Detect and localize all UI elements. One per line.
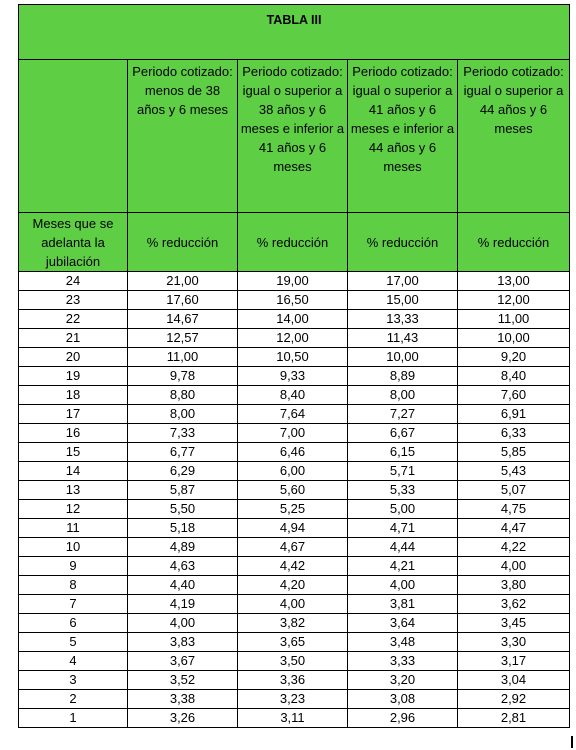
reduction-cell: 4,94 xyxy=(238,519,348,538)
reduction-cell: 3,50 xyxy=(238,652,348,671)
reduction-cell: 6,29 xyxy=(128,462,238,481)
months-cell: 24 xyxy=(19,272,128,291)
reduction-cell: 4,22 xyxy=(458,538,570,557)
reduction-cell: 12,57 xyxy=(128,329,238,348)
reduction-cell: 6,46 xyxy=(238,443,348,462)
reduction-cell: 6,91 xyxy=(458,405,570,424)
reduction-cell: 8,40 xyxy=(238,386,348,405)
table-row xyxy=(19,329,570,348)
reduction-cell: 3,62 xyxy=(458,595,570,614)
reduction-cell: 4,75 xyxy=(458,500,570,519)
months-cell: 11 xyxy=(19,519,128,538)
title-row xyxy=(19,5,570,60)
reduction-cell: 8,00 xyxy=(128,405,238,424)
edge-mark xyxy=(571,736,573,748)
reduction-cell: 21,00 xyxy=(128,272,238,291)
table-row xyxy=(19,481,570,500)
table-body xyxy=(19,5,570,728)
reduction-cell: 4,00 xyxy=(348,576,458,595)
reduction-cell: 3,36 xyxy=(238,671,348,690)
months-cell: 2 xyxy=(19,690,128,709)
reduction-cell: 11,43 xyxy=(348,329,458,348)
period-header-row xyxy=(19,60,570,213)
reduction-cell: 5,71 xyxy=(348,462,458,481)
table-row xyxy=(19,614,570,633)
table-row xyxy=(19,671,570,690)
reduction-cell: 5,00 xyxy=(348,500,458,519)
reduction-cell: 9,33 xyxy=(238,367,348,386)
reduction-cell: 14,67 xyxy=(128,310,238,329)
table-row xyxy=(19,291,570,310)
months-cell: 22 xyxy=(19,310,128,329)
reduction-cell: 5,33 xyxy=(348,481,458,500)
reduction-cell: 4,63 xyxy=(128,557,238,576)
table-row xyxy=(19,519,570,538)
months-cell: 7 xyxy=(19,595,128,614)
reduction-cell: 4,00 xyxy=(128,614,238,633)
period-header-3: Periodo cotizado: igual o superior a 41 años y 6 meses e inferior a 44 años y 6 meses xyxy=(348,60,458,213)
reduction-cell: 3,65 xyxy=(238,633,348,652)
reduction-cell: 4,20 xyxy=(238,576,348,595)
reduction-cell: 3,45 xyxy=(458,614,570,633)
months-cell: 23 xyxy=(19,291,128,310)
table-row xyxy=(19,462,570,481)
reduction-cell: 5,43 xyxy=(458,462,570,481)
reduction-cell: 10,00 xyxy=(458,329,570,348)
reduction-cell: 3,04 xyxy=(458,671,570,690)
reduction-cell: 9,20 xyxy=(458,348,570,367)
months-cell: 20 xyxy=(19,348,128,367)
months-cell: 15 xyxy=(19,443,128,462)
months-cell: 9 xyxy=(19,557,128,576)
reduction-cell: 3,11 xyxy=(238,709,348,728)
table-row xyxy=(19,538,570,557)
reduction-cell: 2,81 xyxy=(458,709,570,728)
months-cell: 5 xyxy=(19,633,128,652)
reduction-cell: 5,50 xyxy=(128,500,238,519)
reduction-cell: 15,00 xyxy=(348,291,458,310)
reduction-cell: 5,60 xyxy=(238,481,348,500)
reduction-cell: 8,80 xyxy=(128,386,238,405)
reduction-cell: 3,67 xyxy=(128,652,238,671)
reduction-cell: 7,00 xyxy=(238,424,348,443)
table-row xyxy=(19,405,570,424)
period-header-1: Periodo cotizado: menos de 38 años y 6 meses xyxy=(128,60,238,213)
table-row xyxy=(19,576,570,595)
reduction-cell: 10,50 xyxy=(238,348,348,367)
column-label-row xyxy=(19,213,570,272)
reduction-cell: 3,17 xyxy=(458,652,570,671)
reduction-cell: 3,64 xyxy=(348,614,458,633)
reduction-cell: 6,33 xyxy=(458,424,570,443)
reduction-cell: 4,00 xyxy=(458,557,570,576)
months-cell: 16 xyxy=(19,424,128,443)
reduction-cell: 6,77 xyxy=(128,443,238,462)
reduction-cell: 11,00 xyxy=(458,310,570,329)
table-row xyxy=(19,557,570,576)
reduction-cell: 3,48 xyxy=(348,633,458,652)
value-label-3: % reducción xyxy=(348,213,458,272)
table-row xyxy=(19,652,570,671)
reduction-cell: 2,96 xyxy=(348,709,458,728)
reduction-cell: 4,67 xyxy=(238,538,348,557)
reduction-cell: 3,26 xyxy=(128,709,238,728)
reduction-cell: 3,83 xyxy=(128,633,238,652)
reduction-cell: 3,30 xyxy=(458,633,570,652)
months-cell: 18 xyxy=(19,386,128,405)
months-cell: 1 xyxy=(19,709,128,728)
months-cell: 3 xyxy=(19,671,128,690)
reduction-cell: 7,64 xyxy=(238,405,348,424)
table-row xyxy=(19,709,570,728)
reduction-cell: 8,00 xyxy=(348,386,458,405)
months-cell: 14 xyxy=(19,462,128,481)
reduction-cell: 4,47 xyxy=(458,519,570,538)
reduction-cell: 5,18 xyxy=(128,519,238,538)
table-row xyxy=(19,633,570,652)
reduction-cell: 9,78 xyxy=(128,367,238,386)
reduction-cell: 4,40 xyxy=(128,576,238,595)
reduction-cell: 4,71 xyxy=(348,519,458,538)
reduction-cell: 3,81 xyxy=(348,595,458,614)
months-cell: 10 xyxy=(19,538,128,557)
months-cell: 6 xyxy=(19,614,128,633)
table-row xyxy=(19,310,570,329)
months-cell: 19 xyxy=(19,367,128,386)
table-row xyxy=(19,367,570,386)
reduction-cell: 6,67 xyxy=(348,424,458,443)
reduction-cell: 6,00 xyxy=(238,462,348,481)
reduction-cell: 3,23 xyxy=(238,690,348,709)
reduction-cell: 3,82 xyxy=(238,614,348,633)
reduction-table xyxy=(18,4,570,728)
reduction-cell: 4,42 xyxy=(238,557,348,576)
reduction-cell: 4,44 xyxy=(348,538,458,557)
reduction-cell: 8,40 xyxy=(458,367,570,386)
reduction-cell: 3,52 xyxy=(128,671,238,690)
value-label-1: % reducción xyxy=(128,213,238,272)
period-header-4: Periodo cotizado: igual o superior a 44 años y 6 meses xyxy=(458,60,570,213)
table-row xyxy=(19,595,570,614)
reduction-cell: 2,92 xyxy=(458,690,570,709)
row-header-label: Meses que se adelanta la jubilación xyxy=(19,213,128,272)
reduction-cell: 8,89 xyxy=(348,367,458,386)
months-cell: 4 xyxy=(19,652,128,671)
reduction-cell: 11,00 xyxy=(128,348,238,367)
reduction-cell: 5,85 xyxy=(458,443,570,462)
period-header-empty xyxy=(19,60,128,213)
table-row xyxy=(19,424,570,443)
reduction-cell: 3,38 xyxy=(128,690,238,709)
reduction-cell: 13,33 xyxy=(348,310,458,329)
months-cell: 17 xyxy=(19,405,128,424)
reduction-cell: 6,15 xyxy=(348,443,458,462)
reduction-cell: 3,20 xyxy=(348,671,458,690)
value-label-2: % reducción xyxy=(238,213,348,272)
table-row xyxy=(19,348,570,367)
reduction-cell: 5,25 xyxy=(238,500,348,519)
table-row xyxy=(19,500,570,519)
reduction-cell: 16,50 xyxy=(238,291,348,310)
reduction-cell: 7,27 xyxy=(348,405,458,424)
reduction-cell: 5,07 xyxy=(458,481,570,500)
table-row xyxy=(19,386,570,405)
months-cell: 12 xyxy=(19,500,128,519)
reduction-cell: 10,00 xyxy=(348,348,458,367)
table-title: TABLA III xyxy=(19,5,570,60)
reduction-cell: 3,80 xyxy=(458,576,570,595)
reduction-cell: 5,87 xyxy=(128,481,238,500)
reduction-cell: 14,00 xyxy=(238,310,348,329)
reduction-cell: 7,60 xyxy=(458,386,570,405)
reduction-cell: 17,00 xyxy=(348,272,458,291)
reduction-cell: 13,00 xyxy=(458,272,570,291)
reduction-cell: 4,00 xyxy=(238,595,348,614)
reduction-cell: 7,33 xyxy=(128,424,238,443)
table-row xyxy=(19,443,570,462)
months-cell: 13 xyxy=(19,481,128,500)
reduction-cell: 12,00 xyxy=(458,291,570,310)
table-row xyxy=(19,272,570,291)
reduction-cell: 4,89 xyxy=(128,538,238,557)
period-header-2: Periodo cotizado: igual o superior a 38 años y 6 meses e inferior a 41 años y 6 meses xyxy=(238,60,348,213)
reduction-cell: 3,33 xyxy=(348,652,458,671)
value-label-4: % reducción xyxy=(458,213,570,272)
reduction-cell: 17,60 xyxy=(128,291,238,310)
reduction-cell: 19,00 xyxy=(238,272,348,291)
reduction-cell: 4,19 xyxy=(128,595,238,614)
months-cell: 21 xyxy=(19,329,128,348)
table-row xyxy=(19,690,570,709)
reduction-cell: 4,21 xyxy=(348,557,458,576)
reduction-cell: 12,00 xyxy=(238,329,348,348)
reduction-cell: 3,08 xyxy=(348,690,458,709)
months-cell: 8 xyxy=(19,576,128,595)
